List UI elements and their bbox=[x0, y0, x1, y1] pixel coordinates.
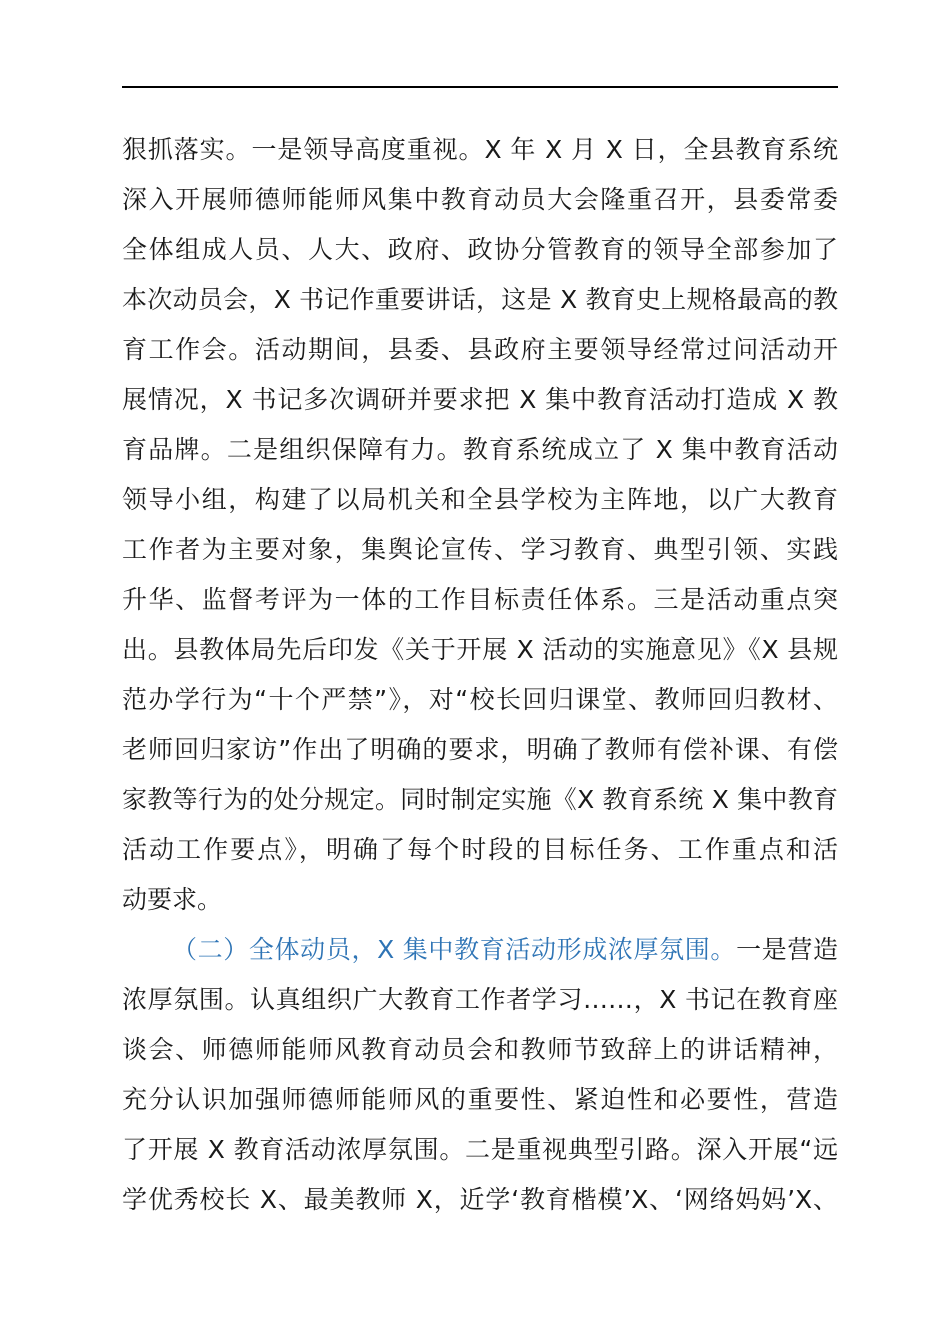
body-line: 领导小组，构建了以局机关和全县学校为主阵地，以广大教育 bbox=[122, 485, 838, 514]
body-line: 深入开展师德师能师风集中教育动员大会隆重召开，县委常委 bbox=[122, 185, 838, 214]
body-line: 家教等行为的处分规定。同时制定实施《X 教育系统 X 集中教育 bbox=[122, 785, 838, 814]
section-2-first-line bbox=[172, 930, 838, 970]
section-2-heading: （二）全体动员，X 集中教育活动形成浓厚氛围。 bbox=[172, 935, 737, 964]
body-line: 展情况，X 书记多次调研并要求把 X 集中教育活动打造成 X 教 bbox=[122, 385, 838, 414]
body-line: 动要求。 bbox=[122, 885, 223, 914]
body-line: 育品牌。二是组织保障有力。教育系统成立了 X 集中教育活动 bbox=[122, 435, 838, 464]
body-line: 工作者为主要对象，集舆论宣传、学习教育、典型引领、实践 bbox=[122, 535, 838, 564]
body-line: 育工作会。活动期间，县委、县政府主要领导经常过问活动开 bbox=[122, 335, 838, 364]
body-line: 范办学行为“十个严禁”》，对“校长回归课堂、教师回归教材、 bbox=[122, 685, 838, 714]
body-line: 老师回归家访”作出了明确的要求，明确了教师有偿补课、有偿 bbox=[122, 735, 838, 764]
body-line: 学优秀校长 X、最美教师 X，近学‘教育楷模’X、‘网络妈妈’X、 bbox=[122, 1185, 838, 1214]
body-line: 出。县教体局先后印发《关于开展 X 活动的实施意见》《X 县规 bbox=[122, 635, 838, 664]
body-line: 谈会、师德师能师风教育动员会和教师节致辞上的讲话精神， bbox=[122, 1035, 838, 1064]
body-line: 全体组成人员、人大、政府、政协分管教育的领导全部参加了 bbox=[122, 235, 838, 264]
body-line: 本次动员会，X 书记作重要讲话，这是 X 教育史上规格最高的教 bbox=[122, 285, 838, 314]
body-line: 了开展 X 教育活动浓厚氛围。二是重视典型引路。深入开展“远 bbox=[122, 1135, 838, 1164]
body-line: 浓厚氛围。认真组织广大教育工作者学习……，X 书记在教育座 bbox=[122, 985, 838, 1014]
body-line: 充分认识加强师德师能师风的重要性、紧迫性和必要性，营造 bbox=[122, 1085, 838, 1114]
body-line: 狠抓落实。一是领导高度重视。X 年 X 月 X 日，全县教育系统 bbox=[122, 135, 838, 164]
body-line: 升华、监督考评为一体的工作目标责任体系。三是活动重点突 bbox=[122, 585, 838, 614]
section-2-first-line-rest: 一是营造 bbox=[736, 935, 838, 964]
header-rule bbox=[122, 86, 838, 88]
body-line: 活动工作要点》，明确了每个时段的目标任务、工作重点和活 bbox=[122, 835, 838, 864]
